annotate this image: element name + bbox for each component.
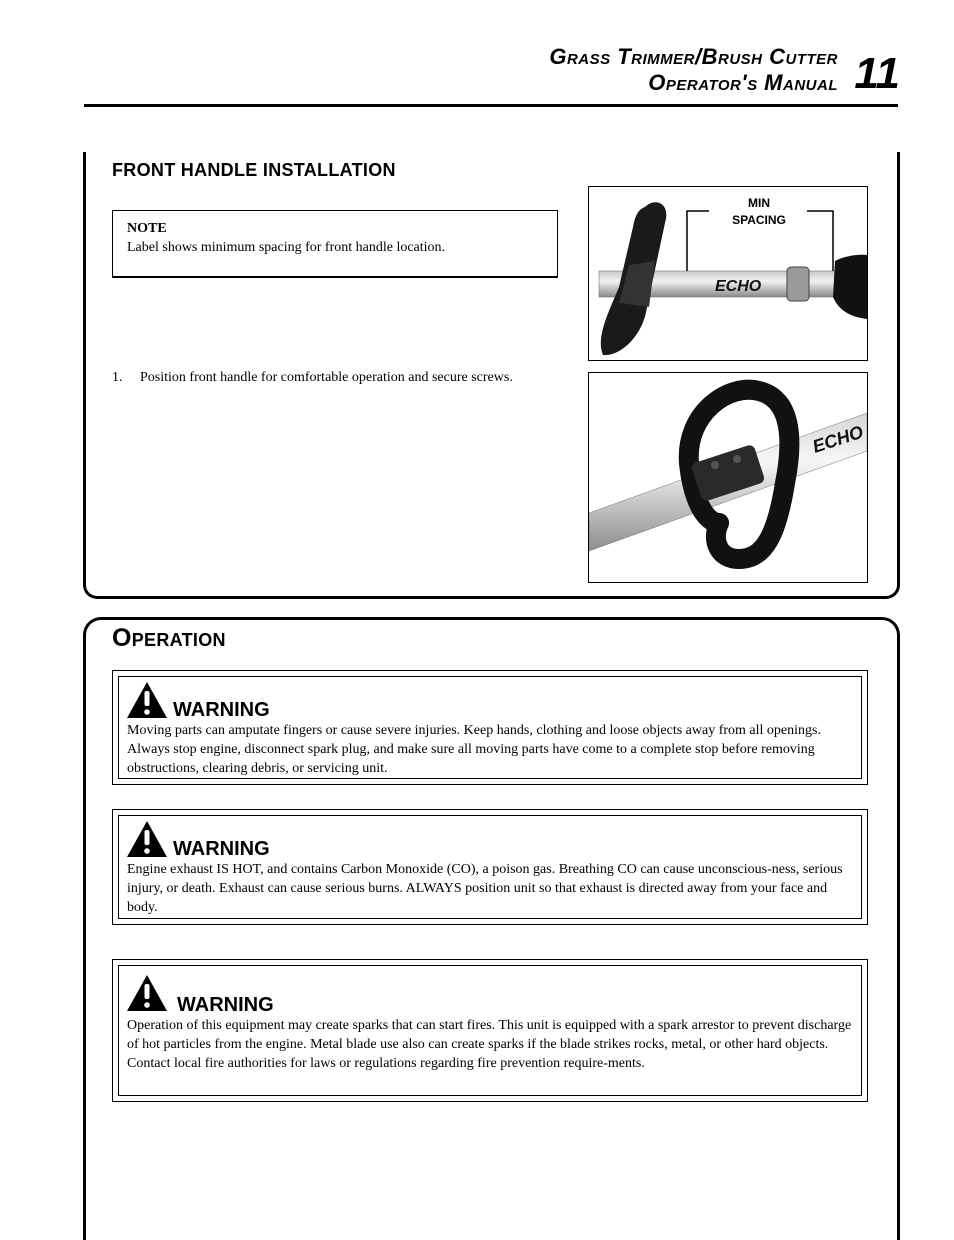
warning-triangle-icon bbox=[126, 974, 168, 1012]
warning-heading: WARNING bbox=[173, 699, 270, 721]
warning-inner-border bbox=[118, 965, 862, 1096]
installed-handle-illustration bbox=[589, 373, 867, 582]
warning-text: Moving parts can amputate fingers or cause severe injuries. Keep hands, clothing and loose objects away from all openings. Always stop engine, disconnect spark plug, and make sure all moving parts have come to a complete stop before removing obstructions, clearing debris, or servicing unit. bbox=[127, 723, 821, 776]
warning-triangle-icon bbox=[126, 681, 168, 719]
note-box bbox=[112, 210, 558, 278]
warning-box-sparks bbox=[112, 959, 868, 1102]
note-title: NOTE bbox=[127, 221, 167, 236]
warning-box-moving-parts bbox=[112, 670, 868, 785]
page-number: 11 bbox=[854, 49, 900, 98]
step-1 bbox=[112, 370, 513, 386]
warning-heading: WARNING bbox=[173, 838, 270, 860]
min-spacing-photo bbox=[588, 186, 868, 361]
front-handle-heading: FRONT HANDLE INSTALLATION bbox=[112, 160, 396, 180]
warning-text: Operation of this equipment may create sparks that can start fires. This unit is equipped with a spark arrestor to prevent discharge of hot particles from the engine. Metal blade use also can create sparks if the blade strikes rocks, metal, or other hard objects. Contact local fire authorities for laws or regulations regarding fire prevention require-ments. bbox=[127, 1018, 852, 1071]
manual-title-line2: Operator's Manual bbox=[648, 70, 838, 95]
installed-handle-photo bbox=[588, 372, 868, 583]
note-text: Label shows minimum spacing for front handle location. bbox=[127, 240, 446, 255]
spacing-label: SPACING bbox=[732, 213, 786, 227]
manual-title-line1: Grass Trimmer/Brush Cutter bbox=[549, 44, 838, 69]
warning-inner-border bbox=[118, 815, 862, 919]
step-number: 1. bbox=[112, 370, 123, 385]
warning-inner-border bbox=[118, 676, 862, 779]
manual-title bbox=[549, 44, 838, 96]
operation-heading: Operation bbox=[112, 624, 226, 652]
step-text: Position front handle for comfortable operation and secure screws. bbox=[140, 370, 513, 385]
brand-logo-shaft-2: ECHO bbox=[810, 421, 866, 457]
warning-text: Engine exhaust IS HOT, and contains Carbon Monoxide (CO), a poison gas. Breathing CO can cause unconscious-ness, serious injury, or death. Exhaust can cause serious burns. ALWAYS position unit so that exhaust is directed away from your face and body. bbox=[127, 862, 843, 915]
min-spacing-illustration bbox=[589, 187, 867, 360]
warning-heading: WARNING bbox=[177, 994, 274, 1016]
min-label: MIN bbox=[748, 196, 770, 210]
brand-logo-shaft-1: ECHO bbox=[715, 278, 762, 295]
warning-box-exhaust bbox=[112, 809, 868, 925]
warning-triangle-icon bbox=[126, 820, 168, 858]
header-rule bbox=[84, 104, 898, 107]
